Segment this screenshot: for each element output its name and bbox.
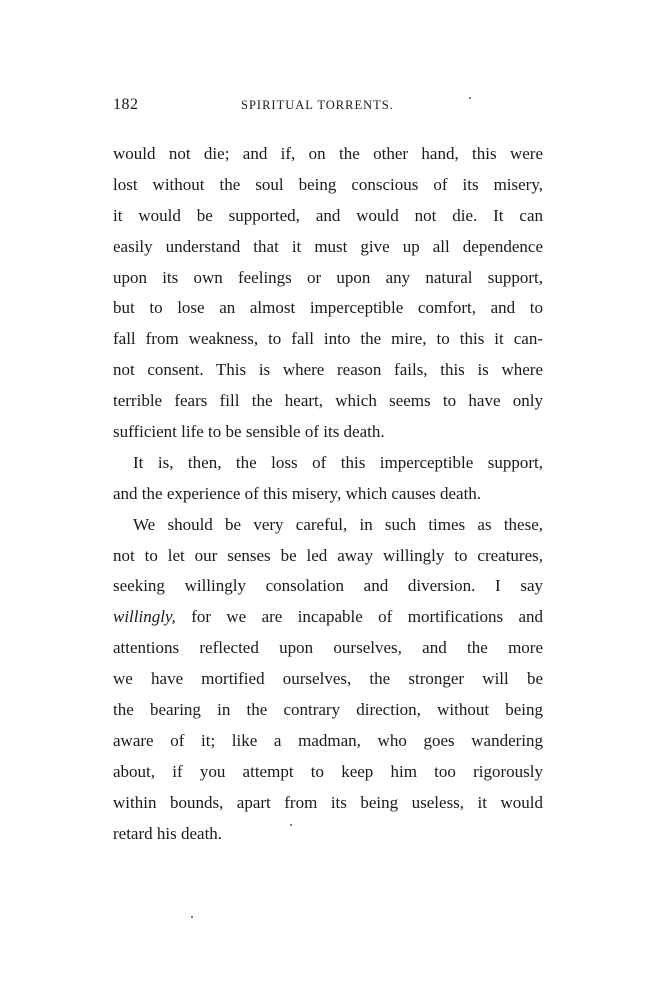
text-line: It is, then, the loss of this imperceptible support,: [133, 452, 543, 472]
text-line: fall from weakness, to fall into the mire, to this it can-: [113, 329, 543, 349]
text-line: it would be supported, and would not die. It can: [113, 205, 543, 225]
paragraph-1: [113, 139, 543, 448]
running-title: SPIRITUAL TORRENTS.: [241, 98, 394, 112]
text-line: We should be very careful, in such times as these,: [133, 514, 543, 534]
text-line: upon its own feelings or upon any natural support,: [113, 267, 543, 287]
text-line: lost without the soul being conscious of its misery,: [113, 174, 543, 194]
paragraph-3: [113, 510, 543, 850]
paragraph-2: [113, 448, 543, 510]
text-line: terrible fears fill the heart, which seems to have only: [113, 391, 543, 411]
scan-speck: [469, 97, 471, 99]
text-line: not consent. This is where reason fails, this is where: [113, 360, 543, 380]
scan-speck: [191, 916, 193, 918]
text-line-with-italic: [113, 602, 543, 633]
text-line: aware of it; like a madman, who goes wandering: [113, 730, 543, 750]
text-line: seeking willingly consolation and diversion. I say: [113, 576, 543, 596]
text-line: attentions reflected upon ourselves, and the more: [113, 638, 543, 658]
text-line: but to lose an almost imperceptible comfort, and to: [113, 298, 543, 318]
text-line: within bounds, apart from its being useless, it would: [113, 792, 543, 812]
running-head: [113, 96, 543, 118]
italic-word: willingly,: [113, 607, 176, 627]
text-line: the bearing in the contrary direction, without being: [113, 700, 543, 720]
body-text: [113, 139, 543, 849]
text-line: retard his death.: [113, 823, 223, 843]
text-line: we have mortified ourselves, the stronger will be: [113, 669, 543, 689]
text-line: not to let our senses be led away willingly to creatures,: [113, 545, 543, 565]
text-line-remainder: for we are incapable of mortifications and: [191, 607, 543, 627]
text-line: about, if you attempt to keep him too rigorously: [113, 761, 543, 781]
scan-speck: [290, 824, 292, 826]
text-line: sufficient life to be sensible of its death.: [113, 422, 385, 442]
page-number: 182: [113, 96, 139, 113]
text-line: and the experience of this misery, which causes death.: [113, 483, 482, 503]
text-line: easily understand that it must give up all dependence: [113, 236, 543, 256]
text-line: would not die; and if, on the other hand, this were: [113, 144, 543, 163]
